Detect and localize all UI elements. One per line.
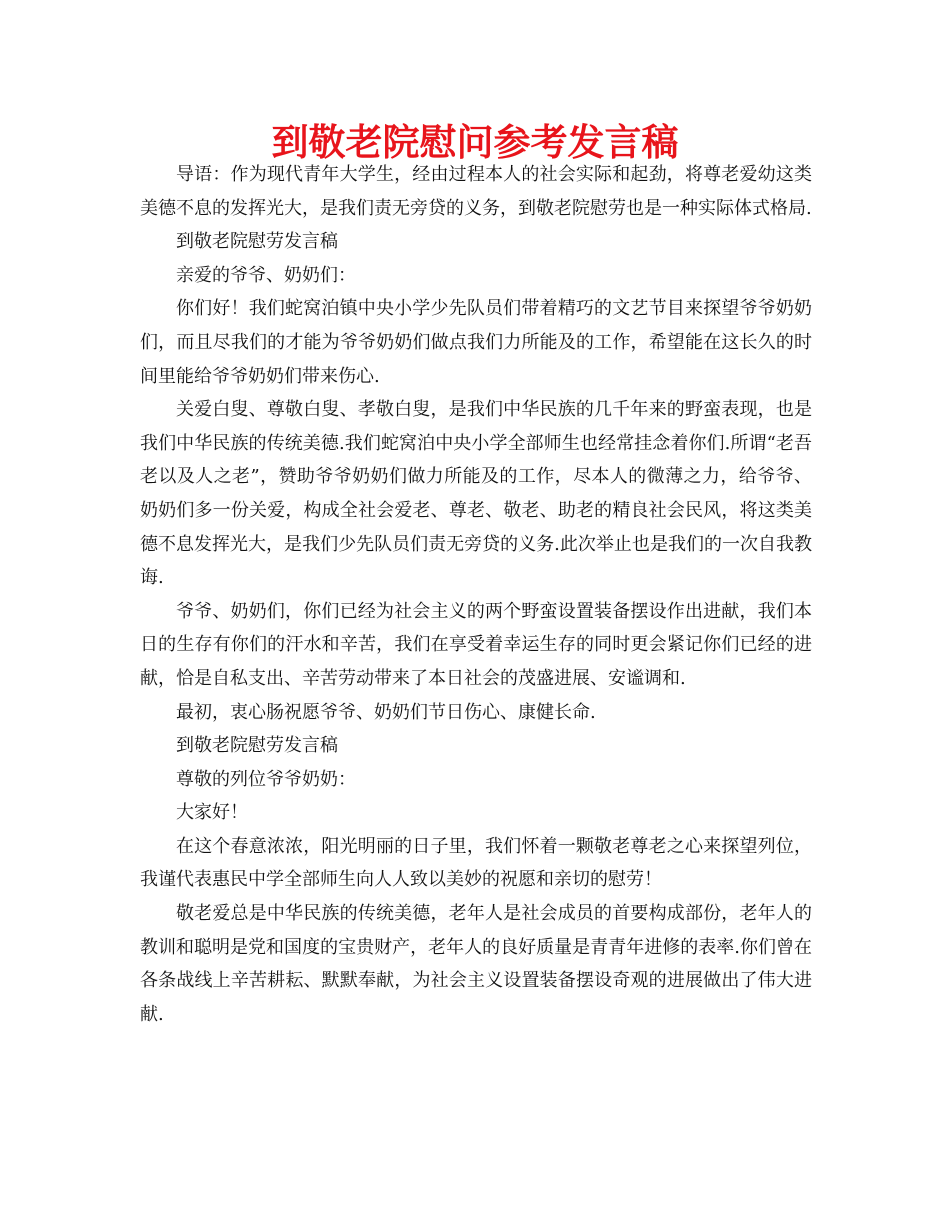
- paragraph-intro: 导语：作为现代青年大学生，经由过程本人的社会实际和起劲，将尊老爱幼这类美德不息的发挥光大，是我们责无旁贷的义务，到敬老院慰劳也是一种实际体式格局.: [140, 164, 812, 219]
- paragraph-tradition: 敬老爱总是中华民族的传统美德，老年人是社会成员的首要构成部份，老年人的教训和聪明是党和国度的宝贵财产，老年人的良好质量是青青年进修的表率.你们曾在各条战线上辛苦耕耘、默默奉献，为社会主义设置装备摆设奇观的进展做出了伟大进献.: [140, 903, 812, 1025]
- paragraph-speech-heading-2: 到敬老院慰劳发言稿: [176, 735, 338, 757]
- paragraph-greeting-2: 大家好！: [176, 802, 248, 824]
- paragraph-contribution: 爷爷、奶奶们，你们已经为社会主义的两个野蛮设置装备摆设作出进献，我们本日的生存有你们的汗水和辛苦，我们在享受着幸运生存的同时更会紧记你们已经的进献，恰是自私支出、辛苦劳动带来了本日社会的茂盛进展、安谧调和.: [140, 600, 812, 689]
- document-title: 到敬老院慰问参考发言稿: [271, 121, 679, 164]
- paragraph-greeting-1: 你们好！我们蛇窝泊镇中央小学少先队员们带着精巧的文艺节目来探望爷爷奶奶们，而且尽我们的才能为爷爷奶奶们做点我们力所能及的工作，希望能在这长久的时间里能给爷爷奶奶们带来伤心.: [140, 298, 812, 387]
- paragraph-closing-wish: 最初，衷心肠祝愿爷爷、奶奶们节日伤心、康健长命.: [176, 701, 596, 723]
- paragraph-salutation-2: 尊敬的列位爷爷奶奶：: [176, 768, 356, 790]
- document-body: [140, 158, 812, 1031]
- paragraph-care-elders: 关爱白叟、尊敬白叟、孝敬白叟，是我们中华民族的几千年来的野蛮表现，也是我们中华民族的传统美德.我们蛇窝泊中央小学全部师生也经常挂念着你们.所谓“老吾老以及人之老”，赞助爷爷奶奶们做力所能及的工作，尽本人的微薄之力，给爷爷、奶奶们多一份关爱，构成全社会爱老、尊老、敬老、助老的精良社会民风，将这类美德不息发挥光大，是我们少先队员们责无旁贷的义务.此次举止也是我们的一次自我教诲.: [140, 399, 812, 589]
- paragraph-salutation-1: 亲爱的爷爷、奶奶们：: [176, 264, 356, 286]
- paragraph-speech-heading-1: 到敬老院慰劳发言稿: [176, 231, 338, 253]
- paragraph-spring-visit: 在这个春意浓浓，阳光明丽的日子里，我们怀着一颗敬老尊老之心来探望列位，我谨代表惠民中学全部师生向人人致以美妙的祝愿和亲切的慰劳！: [140, 835, 812, 891]
